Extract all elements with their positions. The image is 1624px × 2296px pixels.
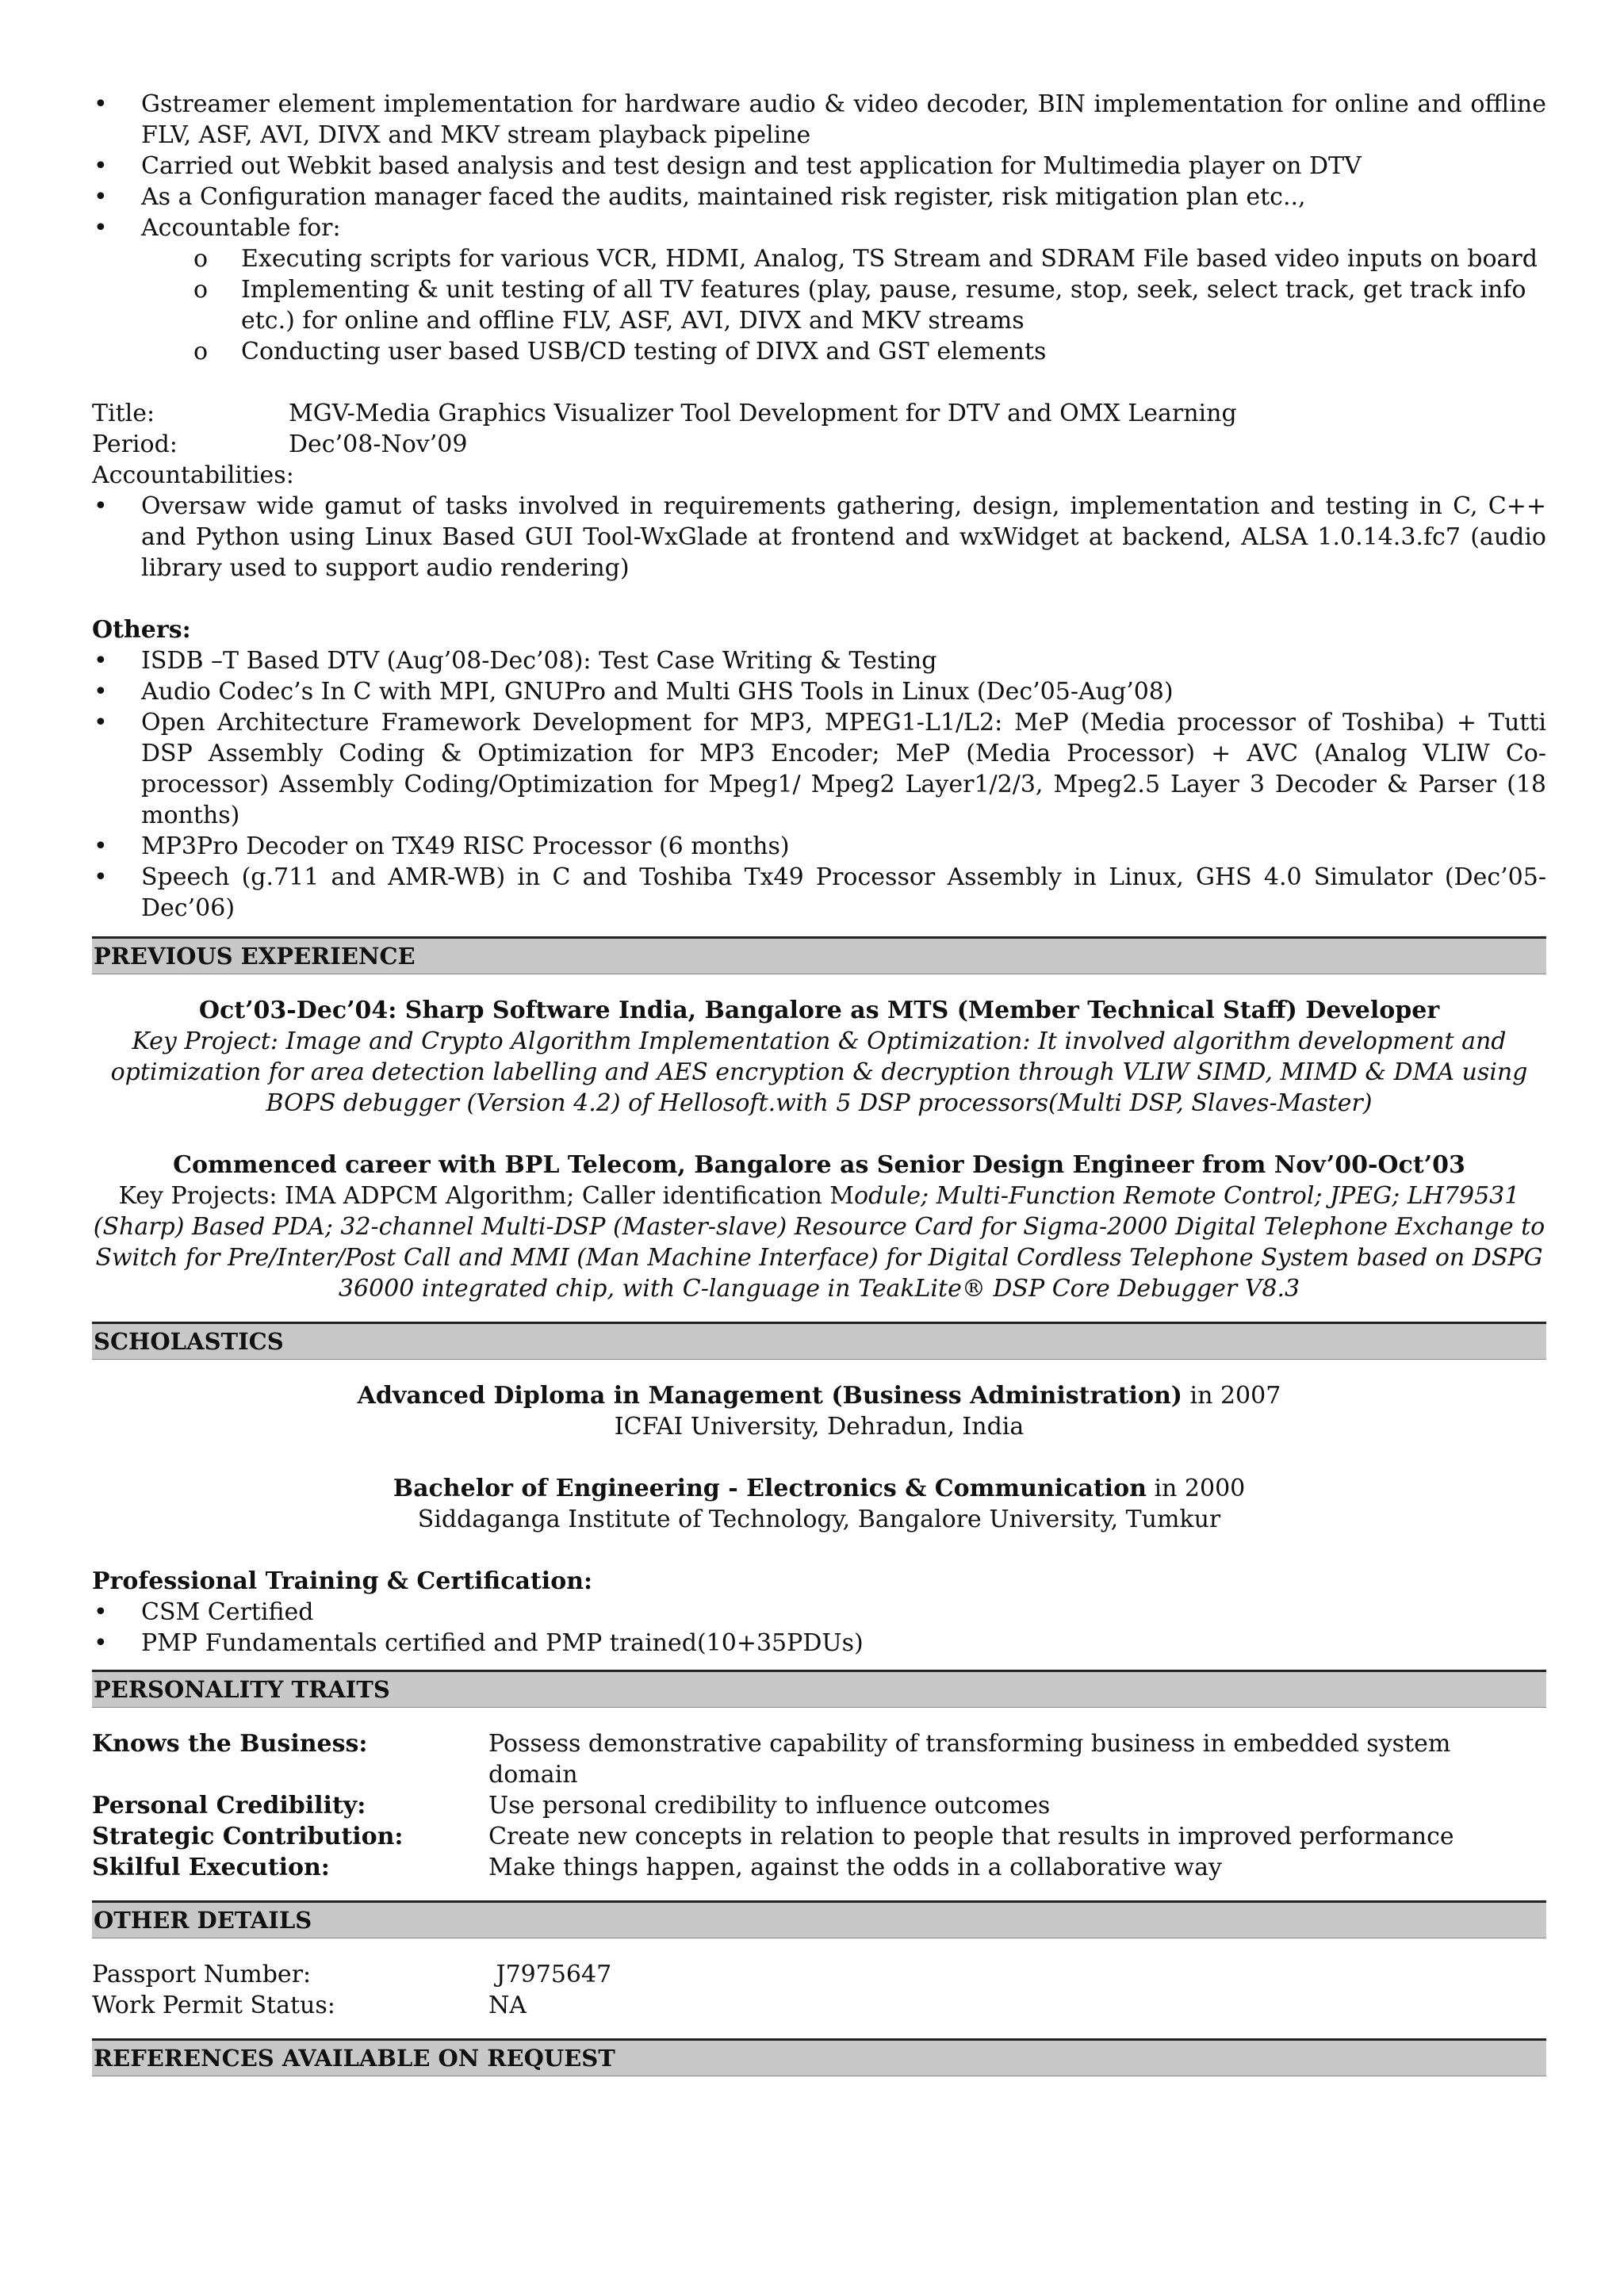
trait-value: Create new concepts in relation to people that results in improved performance (488, 1823, 1454, 1850)
trait-key: Personal Credibility: (92, 1792, 366, 1820)
project-title-value: MGV-Media Graphics Visualizer Tool Development for DTV and OMX Learning (289, 400, 1237, 427)
project-period-row (92, 429, 1546, 460)
list-item: • PMP Fundamentals certified and PMP trained(10+35PDUs) (92, 1628, 1546, 1659)
degree2-institution: Siddaganga Institute of Technology, Bangalore University, Tumkur (417, 1506, 1221, 1533)
job2-description (92, 1181, 1546, 1304)
degree2-name: Bachelor of Engineering - Electronics & Communication (393, 1475, 1147, 1502)
accountabilities-list (92, 491, 1546, 584)
training-list (92, 1597, 1546, 1659)
trait-value: Use personal credibility to influence outcomes (488, 1792, 1051, 1820)
section-header-references: REFERENCES AVAILABLE ON REQUEST (92, 2038, 1546, 2076)
list-item: • Oversaw wide gamut of tasks involved in requirements gathering, design, implementation and testing in C, C++ and Python using Linux Based GUI Tool-WxGlade at frontend and wxWidget at backend, ALSA 1.0.14.3.fc7 (audio library used to support audio rendering) (92, 491, 1546, 584)
degree1-institution: ICFAI University, Dehradun, India (614, 1413, 1025, 1441)
others-list (92, 645, 1546, 924)
list-item: • Speech (g.711 and AMR-WB) in C and Toshiba Tx49 Processor Assembly in Linux, GHS 4.0 Simulator (Dec’05-Dec’06) (92, 862, 1546, 924)
work-permit-label: Work Permit Status: (92, 1992, 335, 2019)
others-heading: Others: (92, 616, 191, 644)
trait-value: Make things happen, against the odds in a collaborative way (488, 1854, 1222, 1881)
trait-key: Knows the Business: (92, 1730, 368, 1758)
section-header-other-details: OTHER DETAILS (92, 1900, 1546, 1938)
degree1-year: in 2007 (1182, 1382, 1281, 1410)
degree2-year: in 2000 (1146, 1475, 1246, 1502)
job2-description-italic: odule; Multi-Function Remote Control; JPEG; LH79531 (Sharp) Based PDA; 32-channel Multi-DSP (Master-slave) Resource Card for Sigma-2000 Digital Telephone Exchange to Switch for Pre/Inter/Post Call and MMI (Man Machine Interface) for Digital Cordless Telephone System based on DSPG 36000 integrated chip, with C-language in TeakLite® DSP Core Debugger V8.3 (93, 1182, 1545, 1303)
sub-list-item: o Executing scripts for various VCR, HDMI, Analog, TS Stream and SDRAM File based video inputs on board (92, 243, 1546, 274)
passport-row (92, 1959, 1546, 1990)
accountable-sub-list (92, 243, 1546, 367)
trait-value: Possess demonstrative capability of transforming business in embedded system domain (488, 1730, 1451, 1789)
project-period-label: Period: (92, 430, 178, 458)
list-item: • CSM Certified (92, 1597, 1546, 1628)
trait-row (92, 1790, 1546, 1821)
trait-row (92, 1852, 1546, 1883)
section-header-previous-experience: PREVIOUS EXPERIENCE (92, 936, 1546, 974)
sub-list-item: o Implementing & unit testing of all TV features (play, pause, resume, stop, seek, select track, get track info etc.) for online and offline FLV, ASF, AVI, DIVX and MKV streams (92, 274, 1546, 336)
trait-key: Strategic Contribution: (92, 1823, 404, 1850)
job2-description-plain: Key Projects: IMA ADPCM Algorithm; Caller identification M (118, 1182, 855, 1210)
list-item: • Accountable for: (92, 212, 1546, 243)
trait-row (92, 1728, 1546, 1790)
list-item: • MP3Pro Decoder on TX49 RISC Processor (6 months) (92, 831, 1546, 862)
job2-title: Commenced career with BPL Telecom, Bangalore as Senior Design Engineer from Nov’00-Oct’03 (173, 1151, 1465, 1179)
section-header-personality-traits: PERSONALITY TRAITS (92, 1670, 1546, 1708)
trait-key: Skilful Execution: (92, 1854, 330, 1881)
job1-title: Oct’03-Dec’04: Sharp Software India, Bangalore as MTS (Member Technical Staff) Developer (198, 997, 1440, 1024)
degree2 (92, 1473, 1546, 1504)
trait-row (92, 1821, 1546, 1852)
passport-label: Passport Number: (92, 1961, 312, 1988)
list-item: • ISDB –T Based DTV (Aug’08-Dec’08): Test Case Writing & Testing (92, 645, 1546, 676)
traits-table (92, 1728, 1546, 1883)
sub-list-item: o Conducting user based USB/CD testing of DIVX and GST elements (92, 336, 1546, 367)
project-period-value: Dec’08-Nov’09 (289, 430, 468, 458)
degree1-name: Advanced Diploma in Management (Business Administration) (357, 1382, 1182, 1410)
work-permit-row (92, 1990, 1546, 2021)
training-heading: Professional Training & Certification: (92, 1567, 593, 1595)
list-item: • Carried out Webkit based analysis and test design and test application for Multimedia player on DTV (92, 151, 1546, 182)
degree1 (92, 1380, 1546, 1411)
work-permit-value: NA (488, 1992, 527, 2019)
project-title-row (92, 398, 1546, 429)
resume-content (92, 89, 1546, 2076)
job1-description: Key Project: Image and Crypto Algorithm Implementation & Optimization: It involved algorithm development and optimization for area detection labelling and AES encryption & decryption through VLIW SIMD, MIMD & DMA using BOPS debugger (Version 4.2) of Hellosoft.with 5 DSP processors(Multi DSP, Slaves-Master) (110, 1027, 1528, 1117)
list-item: • Open Architecture Framework Development for MP3, MPEG1-L1/L2: MeP (Media processor of Toshiba) + Tutti DSP Assembly Coding & Optimization for MP3 Encoder; MeP (Media Processor) + AVC (Analog VLIW Co-processor) Assembly Coding/Optimization for Mpeg1/ Mpeg2 Layer1/2/3, Mpeg2.5 Layer 3 Decoder & Parser (18 months) (92, 707, 1546, 831)
list-item: • Audio Codec’s In C with MPI, GNUPro and Multi GHS Tools in Linux (Dec’05-Aug’08) (92, 676, 1546, 707)
project-title-label: Title: (92, 400, 155, 427)
section-header-scholastics: SCHOLASTICS (92, 1322, 1546, 1360)
accountabilities-label: Accountabilities: (92, 461, 294, 489)
top-bullet-list (92, 89, 1546, 243)
passport-value: J7975647 (488, 1961, 612, 1988)
list-item: • Gstreamer element implementation for hardware audio & video decoder, BIN implementation for online and offline FLV, ASF, AVI, DIVX and MKV stream playback pipeline (92, 89, 1546, 151)
list-item: • As a Configuration manager faced the audits, maintained risk register, risk mitigation plan etc.., (92, 182, 1546, 212)
